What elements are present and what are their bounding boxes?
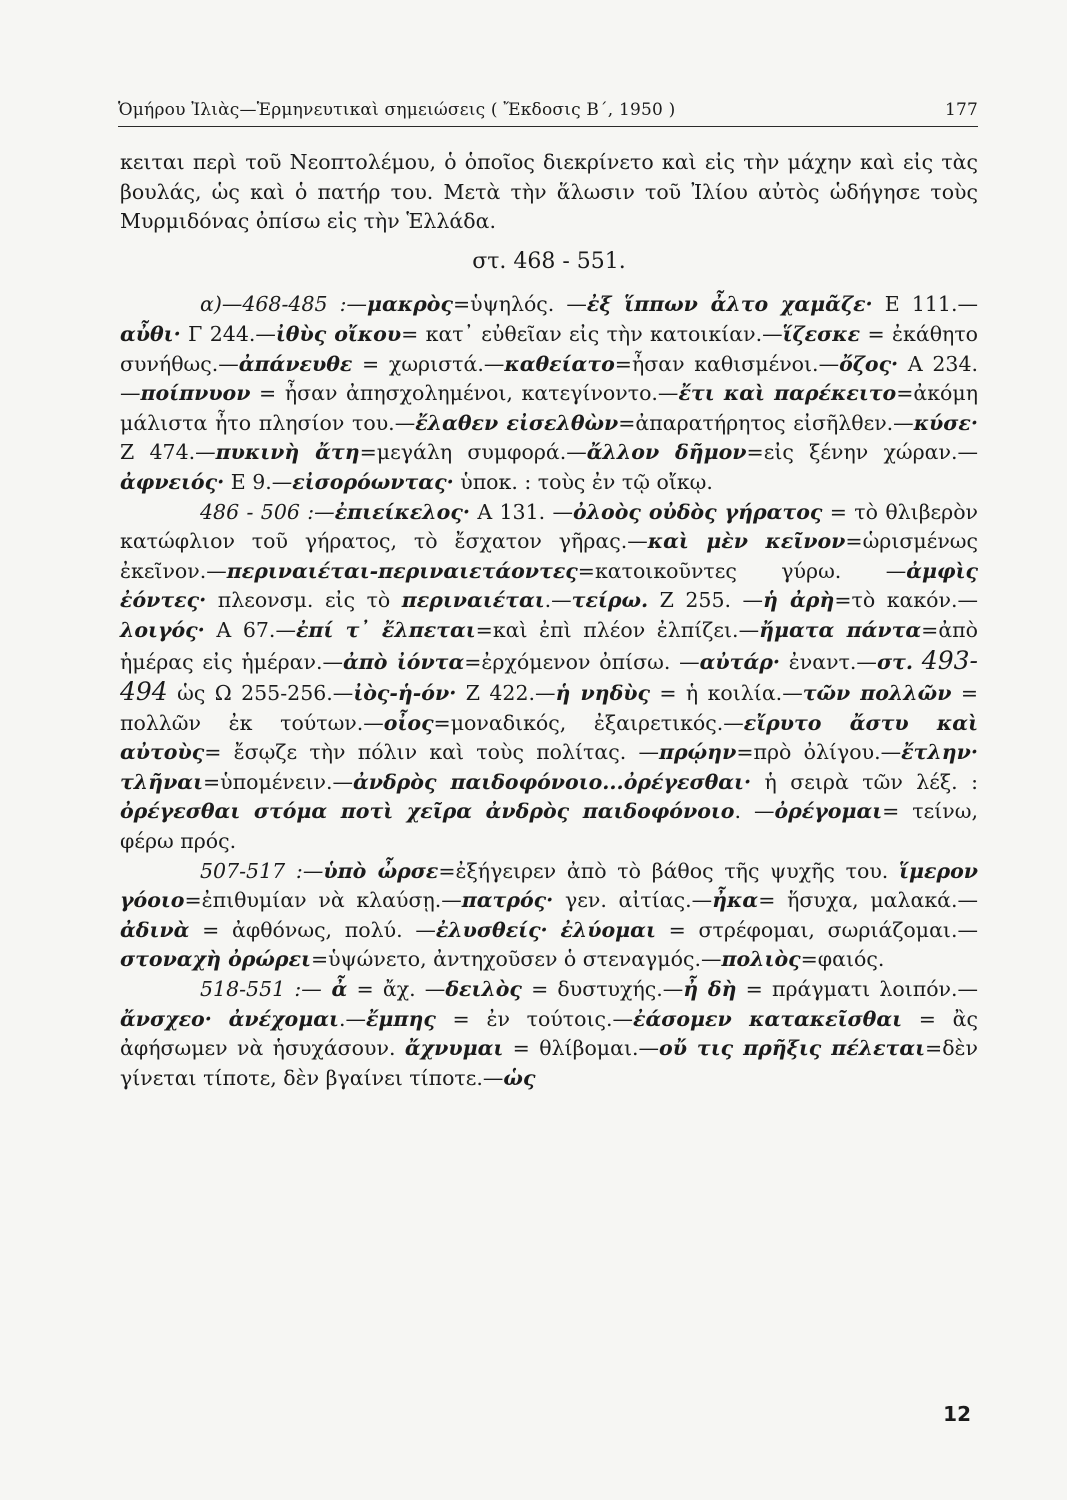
intro-paragraph: κειται περὶ τοῦ Νεοπτολέμου, ὁ ὁποῖος διεκρίνετο καὶ εἰς τὴν μάχην καὶ εἰς τὰς βουλάς, ὡς καὶ ὁ πατήρ του. Μετὰ τὴν ἅλωσιν τοῦ Ἰλίου αὐτὸς ὡδήγησε τοὺς Μυρμιδόνας ὀπίσω εἰς τὴν Ἑλλάδα. <box>120 150 978 234</box>
page-number: 177 <box>944 100 978 120</box>
printer-signature-mark: 12 <box>943 1402 971 1426</box>
note-paragraph-486-506: 486 - 506 :—ἐπιείκελος· Α 131. —ὀλοὸς οὐδὸς γήρατος = τὸ θλιβερὸν κατώφλιον τοῦ γήρατος, τὸ ἔσχατον γῆρας.—καὶ μὲν κεῖνον=ὡρισμένως ἐκεῖνον.—περιναιέται-περιναιετάοντες=κατοικοῦντες γύρω. —ἀμφὶς ἐόντες· πλεονσμ. εἰς τὸ περιναιέται.—τείρω. Ζ 255. —ἡ ἀρὴ=τὸ κακόν.—λοιγός· Α 67.—ἐπί τ᾽ ἔλπεται=καὶ ἐπὶ πλέον ἐλπίζει.—ἤματα πάντα=ἀπὸ ἡμέρας εἰς ἡμέραν.—ἀπὸ ἰόντα=ἐρχόμενον ὀπίσω. —αὐτάρ· ἐναντ.—στ. 493-494 ὡς Ω 255-256.—ἰὸς-ἡ-όν· Ζ 422.—ἡ νηδὺς = ἡ κοιλία.—τῶν πολλῶν = πολλῶν ἐκ τούτων.—οἶος=μοναδικός, ἐξαιρετικός.—εἴρυτο ἄστυ καὶ αὐτοὺς= ἔσῳζε τὴν πόλιν καὶ τοὺς πολίτας. —πρῴην=πρὸ ὀλίγου.—ἔτλην· τλῆναι=ὑπομένειν.—ἀνδρὸς παιδοφόνοιο...ὀρέγεσθαι· ἡ σειρὰ τῶν λέξ. : ὀρέγεσθαι στόμα ποτὶ χεῖρα ἀνδρὸς παιδοφόνοιο. —ὀρέγομαι= τείνω, φέρω πρός. <box>120 499 979 854</box>
note-paragraph-507-517: 507-517 :—ὑπὸ ὦρσε=ἐξήγειρεν ἀπὸ τὸ βάθος τῆς ψυχῆς του. ἵμερον γόοιο=ἐπιθυμίαν νὰ κλαύσῃ.—πατρός· γεν. αἰτίας.—ἦκα= ἥσυχα, μαλακά.—ἀδινὰ = ἀφθόνως, πολύ. —ἐλυσθείς· ἐλύομαι = στρέφομαι, σωριάζομαι.—στοναχὴ ὀρώρει=ὑψώνετο, ἀντηχοῦσεν ὁ στεναγμός.—πολιὸς=φαιός. <box>120 858 978 972</box>
commentary-body <box>120 148 978 1093</box>
note-paragraph-518-551: 518-551 :— ἆ = ἄχ. —δειλὸς = δυστυχής.—ἦ δὴ = πράγματι λοιπόν.—ἄνσχεο· ἀνέχομαι.—ἔμπης = ἐν τούτοις.—ἐάσομεν κατακεῖσθαι = ἂς ἀφήσωμεν νὰ ἡσυχάσουν. ἄχνυμαι = θλίβομαι.—οὔ τις πρῆξις πέλεται=δὲν γίνεται τίποτε, δὲν βγαίνει τίποτε.—ὡς <box>120 977 979 1090</box>
note-paragraph-468-485: α)—468-485 :—μακρὸς=ὑψηλός. —ἐξ ἵππων ἆλτο χαμᾶζε· Ε 111.—αὖθι· Γ 244.—ἰθὺς οἴκου= κατ᾽ εὐθεῖαν εἰς τὴν κατοικίαν.—ἵζεσκε = ἐκάθητο συνήθως.—ἀπάνευθε = χωριστά.—καθείατο=ἦσαν καθισμένοι.—ὄζος· Α 234.—ποίπνυον = ἦσαν ἀπησχολημένοι, κατεγίνοντο.—ἔτι καὶ παρέκειτο=ἀκόμη μάλιστα ἦτο πλησίον του.—ἔλαθεν εἰσελθὼν=ἀπαρατήρητος εἰσῆλθεν.—κύσε· Ζ 474.—πυκινὴ ἄτη=μεγάλη συμφορά.—ἄλλον δῆμον=εἰς ξένην χώραν.—ἀφνειός· Ε 9.—εἰσορόωντας· ὑποκ. : τοὺς ἐν τῷ οἴκῳ. <box>120 292 979 494</box>
section-heading: στ. 468 - 551. <box>472 248 626 274</box>
header-rule <box>118 126 978 127</box>
header-title: Ὁμήρου Ἰλιὰς—Ἑρμηνευτικαὶ σημειώσεις ( Ἔκδοσις Β΄, 1950 ) <box>118 100 676 120</box>
